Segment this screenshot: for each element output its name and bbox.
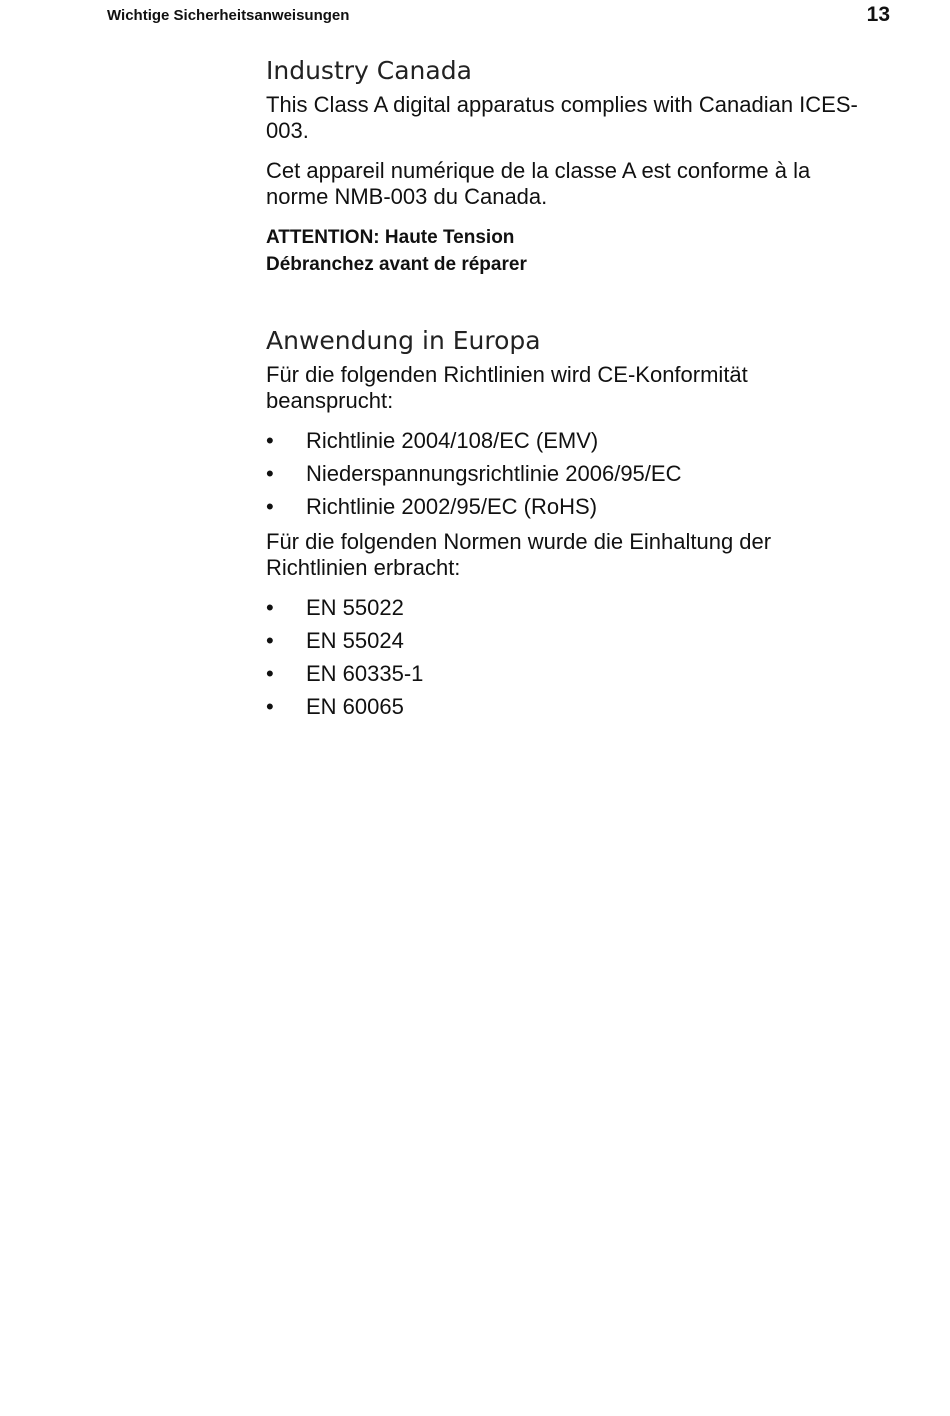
directive-text: Richtlinie 2004/108/EC (EMV) xyxy=(306,428,599,453)
list-item xyxy=(266,490,866,523)
standard-text: EN 60065 xyxy=(306,694,404,719)
europe-section xyxy=(266,324,866,723)
bullet-icon: • xyxy=(266,494,274,519)
bullet-icon: • xyxy=(266,694,274,719)
directives-intro: Für die folgenden Richtlinien wird CE-Konformität beansprucht: xyxy=(266,362,748,413)
compliance-text-english: This Class A digital apparatus complies with Canadian ICES-003. xyxy=(266,92,858,143)
bullet-icon: • xyxy=(266,661,274,686)
bullet-icon: • xyxy=(266,595,274,620)
list-item xyxy=(266,457,866,490)
list-item xyxy=(266,591,866,624)
list-item xyxy=(266,624,866,657)
list-item xyxy=(266,657,866,690)
page-number: 13 xyxy=(866,3,890,26)
running-header: Wichtige Sicherheitsanweisungen xyxy=(107,7,350,24)
page-content xyxy=(266,54,866,729)
standards-intro: Für die folgenden Normen wurde die Einhaltung der Richtlinien erbracht: xyxy=(266,529,772,580)
directive-text: Niederspannungsrichtlinie 2006/95/EC xyxy=(306,461,682,486)
section-title-europe: Anwendung in Europa xyxy=(266,326,541,355)
bullet-icon: • xyxy=(266,428,274,453)
standard-text: EN 60335-1 xyxy=(306,661,424,686)
attention-line-high-voltage: ATTENTION: Haute Tension xyxy=(266,227,515,248)
industry-canada-section xyxy=(266,54,866,278)
list-item xyxy=(266,690,866,723)
bullet-icon: • xyxy=(266,628,274,653)
list-item xyxy=(266,424,866,457)
standard-text: EN 55024 xyxy=(306,628,404,653)
bullet-icon: • xyxy=(266,461,274,486)
directives-list xyxy=(266,424,866,523)
compliance-text-french: Cet appareil numérique de la classe A est conforme à la norme NMB-003 du Canada. xyxy=(266,158,811,209)
attention-warning xyxy=(266,224,866,278)
attention-line-disconnect: Débranchez avant de réparer xyxy=(266,254,527,275)
standards-list xyxy=(266,591,866,723)
section-title-industry-canada: Industry Canada xyxy=(266,56,472,85)
standard-text: EN 55022 xyxy=(306,595,404,620)
directive-text: Richtlinie 2002/95/EC (RoHS) xyxy=(306,494,598,519)
